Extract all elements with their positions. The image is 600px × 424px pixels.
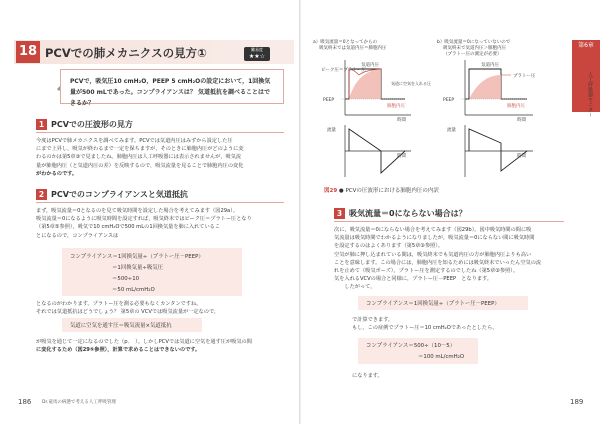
time-label-a2: 時間 — [397, 154, 406, 159]
formula-3: コンプライアンス＝1回換気量÷（プラトー圧－PEEP） — [366, 301, 500, 307]
formula-4b: ＝100 mL/cmH₂O — [418, 354, 465, 360]
time-label-b: 時間 — [517, 118, 526, 123]
fig-b-label-2: 吸気終末で気道内圧＞肺胞内圧 — [443, 46, 506, 51]
time-label-b2: 時間 — [517, 154, 526, 159]
left-footer: Dr.竜馬の病態で考える人工呼吸管理 — [42, 400, 116, 405]
chapter-title: 人工呼吸器モニター — [587, 72, 593, 117]
title-number: 18 — [16, 41, 40, 63]
left-page-number: 186 — [18, 398, 32, 406]
pressure-flow-figure — [301, 55, 571, 181]
flow-label-b: 流量 — [447, 128, 456, 133]
fig-a-label: a）吸気流量＝0となってからの — [313, 40, 378, 45]
formula-line-1: コンプライアンス＝1回換気量÷（プラトー圧－PEEP） — [70, 254, 204, 260]
push-pressure-label-a: 気道に空気を入れる圧 — [391, 81, 431, 86]
section-1-number: 1 — [36, 119, 47, 130]
section-2-after: となるのがわかります。プラトー圧を測る必要もなくカンタンですね。 それでは気道抵抗はどうでしょう？ 第5章の VCVでは吸気流量が一定なので， — [36, 301, 220, 316]
alveolar-area-a — [349, 69, 381, 99]
section-1-body: 今度はPCVで肺メカニクスを調べてみます。PCVでは気道内圧はみずから設定した圧 にまで上昇し，吸気が終わるまで一定を保ちますが，そのときに肺胞内圧がどのように変 わるのかは第5章③で見ましたね。肺胞内圧は人工呼吸器には表示されませんが，吸気流 量が肺胞内圧（と気道内圧の差）を反映するので，吸気流量を見ることで肺胞内圧の変化 がわかるのです。 — [36, 138, 244, 177]
section-1-rule — [36, 132, 284, 133]
question-text: PCVで，吸気圧10 cmH₂O，PEEP 5 cmH₂Oの設定において，1回換気量が500 mLであった。コンプライアンスは？ 気道抵抗を調べることはできるか？ — [70, 78, 271, 107]
peak-eq-plateau-label: ピーク圧＝プラトー圧 — [321, 68, 366, 73]
section-3-body: 次に，吸気流量＝0にならない場合を考えてみます（図29b）。図中吸気時間の間に吸 気流量は吸気時間でわかるようになりましたが，吸気流量＝0にならない間に吸気時間 を設定するのはよくあります（第5章③参照）。 空気が肺に押し込まれている間は，吸気終末でも気道内圧の方が肺胞内圧よりも高い ことを意味します。この場合には，肺胞内圧を知るためには吸気終末でいったん空気の流 れを止めて（吸気ポーズ），プラトー圧を測定するのでしたね（第5章③参照）。 気を入れるVCVの場合と同様に，プラトー圧－PEEP となります。 したがって， — [334, 227, 542, 291]
section-2-end: が吸気を通じて一定になるのでした（p． ）。しかしPCVでは気道に空気を通す圧が吸気の間 に変化するため（図29⑤参照），計算で求めることはできないのです。 — [36, 339, 252, 354]
formula-line-2: ＝1回換気量÷吸気圧 — [112, 265, 164, 271]
section-1-heading: PCVでの圧波形の見方 — [51, 120, 133, 129]
airway-pressure-label-b: 気道内圧 — [481, 63, 499, 68]
section-3-number: 3 — [334, 208, 345, 219]
alveolar-label-a: 肺胞内圧 — [387, 104, 405, 109]
plateau-label-b: プラトー圧 — [513, 74, 536, 79]
section-2-number: 2 — [36, 189, 47, 200]
fig-a-label-2: 吸気終末では気道内圧＝肺胞内圧 — [319, 46, 387, 51]
time-label-a: 時間 — [397, 118, 406, 123]
right-page-number: 189 — [570, 398, 584, 406]
section-3-end: になります。 — [352, 373, 383, 379]
fig-b-label: b）吸気流量＝0になっていないので — [437, 40, 511, 45]
resistance-formula: 気道に空気を通す圧＝吸気流量×気道抵抗 — [70, 323, 172, 329]
formula-4a: コンプライアンス＝500÷（10－5） — [366, 343, 456, 349]
alveolar-label-b: 肺胞内圧 — [507, 104, 525, 109]
formula-line-3: ＝500÷10 — [112, 276, 140, 282]
peep-label-b: PEEP — [443, 98, 455, 103]
section-2-body: まず，吸気流量＝0となるのを見て吸気時間を設定した場合を考えてみます（図29a）。 吸気流量＝0になるように吸気時間を設定すれば，吸気終末ではピーク圧＝プラトー圧となり （第5章⑤参照），吸気で10 cmH₂Oで500 mLの1回換気量を肺に入れているこ とになるので，コンプライアンスは — [36, 208, 252, 239]
difficulty-stars: ★★☆ — [248, 53, 266, 60]
formula-line-4: ＝50 mL/cmH₂O — [112, 287, 155, 293]
flow-label-a: 流量 — [327, 128, 336, 133]
fig-b-label-3: （プラトー圧の測定が必要） — [443, 52, 502, 57]
section-3-rule — [334, 221, 564, 222]
figure-caption: 図29 ● PCVの圧波形における肺胞内圧の内訳 — [324, 188, 439, 194]
peep-label-a: PEEP — [323, 98, 335, 103]
section-3-mid: で計算できます。 もし，この症例でプラトー圧＝10 cmH₂Oであったとしたら， — [352, 317, 498, 332]
alveolar-area-b — [469, 75, 501, 99]
section-3-heading: 吸気流量＝0にならない場合は？ — [349, 209, 467, 218]
section-2-rule — [36, 202, 284, 203]
page-title: PCVでの肺メカニクスの見方① — [45, 46, 207, 60]
section-2-heading: PCVでのコンプライアンスと気道抵抗 — [51, 190, 188, 199]
chapter-number: 第6章 — [578, 42, 594, 49]
airway-pressure-label-a: 気道内圧 — [361, 63, 379, 68]
difficulty-label: 難易度 — [251, 47, 263, 52]
